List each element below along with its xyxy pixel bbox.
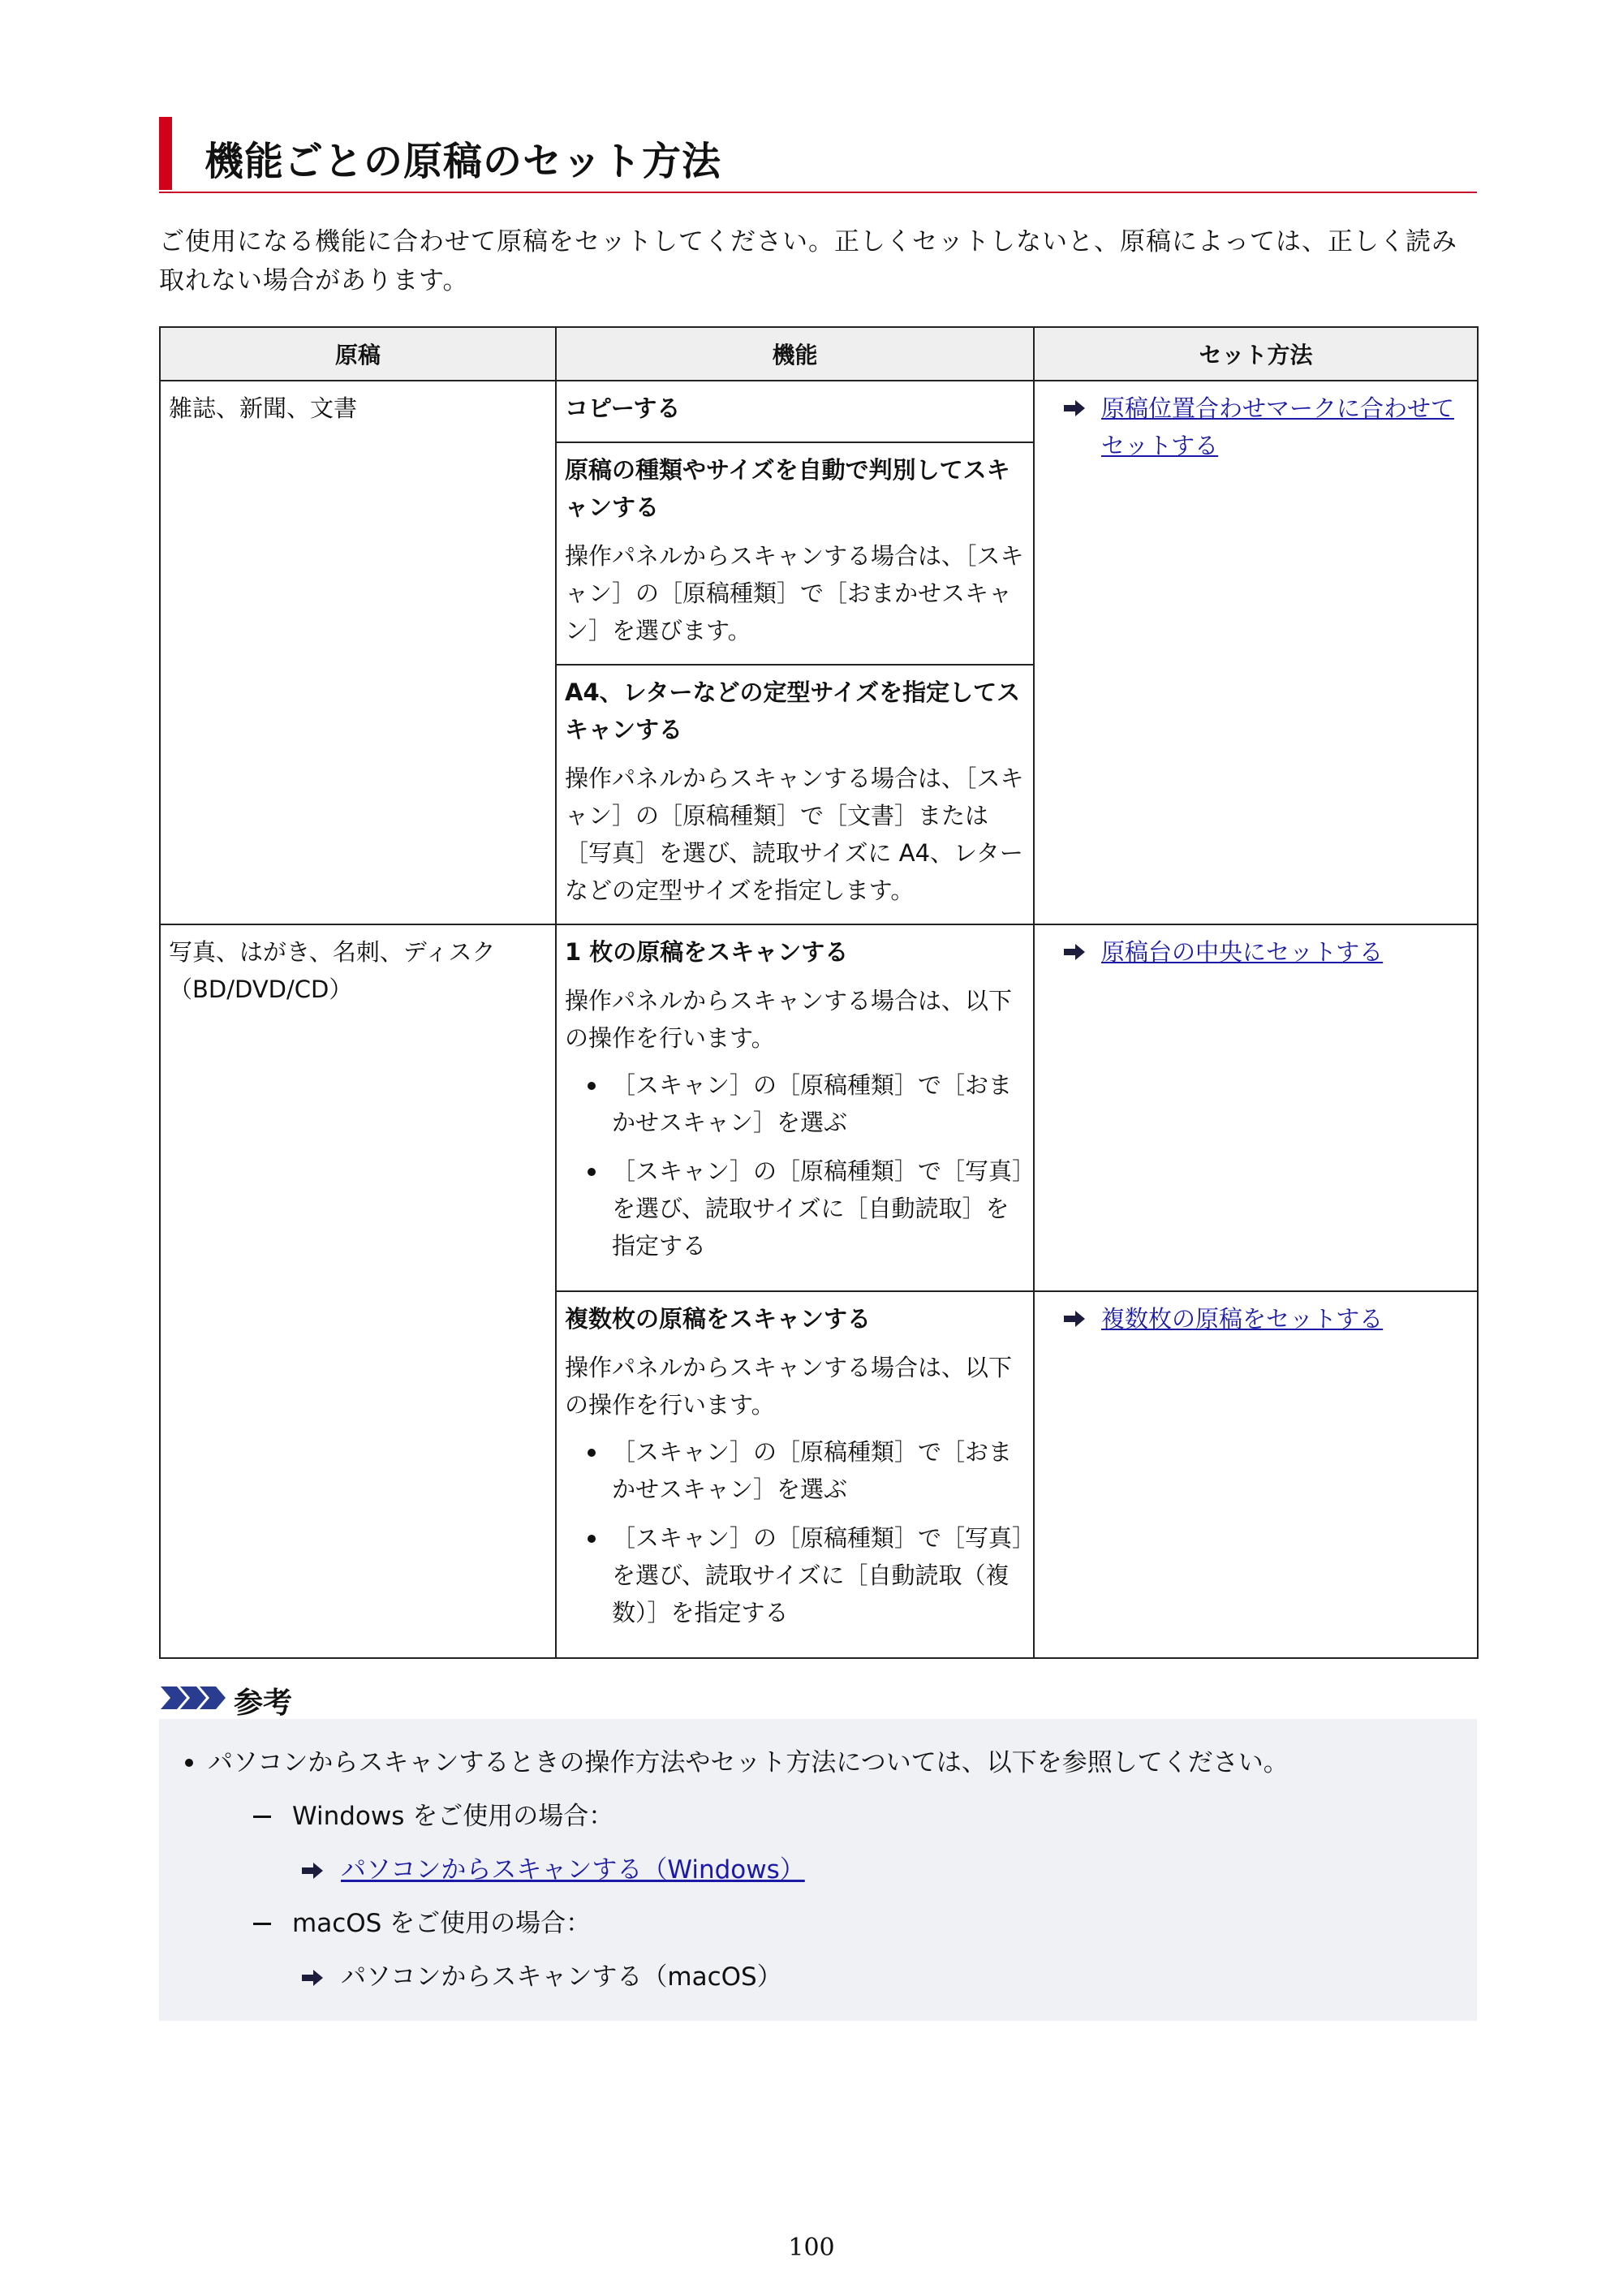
mac-text: パソコンからスキャンする（macOS） (341, 1962, 782, 1992)
note-box (159, 1719, 1477, 2021)
function-cell (556, 924, 1034, 1291)
list-item (565, 1433, 1025, 1508)
method-link-line (1061, 1300, 1469, 1338)
list-item-text: ［スキャン］の［原稿種類］で［おまかせスキャン］を選ぶ (612, 1071, 1013, 1136)
bullet-dot-icon (588, 1535, 596, 1543)
list-item-text: ［スキャン］の［原稿種類］で［写真］を選び、読取サイズに［自動読取（複数）］を指定する (612, 1524, 1024, 1626)
note-windows-link-line (179, 1850, 1457, 1889)
function-description: 操作パネルからスキャンする場合は、［スキャン］の［原稿種類］で［文書］または［写真］を選び、読取サイズに A4、レターなどの定型サイズを指定します。 (565, 765, 1024, 904)
function-description: 操作パネルからスキャンする場合は、［スキャン］の［原稿種類］で［おまかせスキャン］を選びます。 (565, 542, 1024, 644)
windows-label: Windows をご使用の場合： (292, 1802, 614, 1831)
right-arrow-icon (1062, 943, 1087, 961)
note-header (159, 1678, 1477, 1719)
function-cell (556, 665, 1034, 924)
list-item-text: ［スキャン］の［原稿種類］で［写真］を選び、読取サイズに［自動読取］を指定する (612, 1157, 1024, 1260)
note-label: 参考 (234, 1686, 293, 1720)
function-description: 操作パネルからスキャンする場合は、以下の操作を行います。 (565, 987, 1013, 1052)
header-method: セット方法 (1034, 327, 1478, 381)
bullet-dot-icon (588, 1082, 596, 1090)
function-cell (556, 442, 1034, 665)
original-cell: 写真、はがき、名刺、ディスク（BD/DVD/CD） (160, 924, 556, 1658)
bullet-dot-icon (588, 1449, 596, 1457)
header-function: 機能 (556, 327, 1034, 381)
bullet-list (565, 1433, 1025, 1631)
method-link[interactable]: 複数枚の原稿をセットする (1101, 1305, 1384, 1333)
list-item (565, 1519, 1025, 1631)
right-arrow-icon (1062, 1310, 1087, 1328)
method-cell (1034, 381, 1478, 924)
bullet-dot-icon (588, 1168, 596, 1176)
function-title: 複数枚の原稿をスキャンする (565, 1305, 872, 1333)
method-link-line (1061, 390, 1469, 464)
function-description: 操作パネルからスキャンする場合は、以下の操作を行います。 (565, 1354, 1013, 1419)
header-original: 原稿 (160, 327, 556, 381)
method-cell (1034, 924, 1478, 1291)
list-item (565, 1066, 1025, 1141)
method-link[interactable]: 原稿台の中央にセットする (1101, 938, 1384, 966)
mac-label: macOS をご使用の場合： (292, 1909, 592, 1938)
windows-link[interactable]: パソコンからスキャンする（Windows） (341, 1855, 805, 1885)
table-row (160, 924, 1478, 1291)
settings-table (159, 326, 1479, 1659)
function-cell (556, 1291, 1034, 1658)
function-title: 1 枚の原稿をスキャンする (565, 938, 849, 966)
table-header-row (160, 327, 1478, 381)
bullet-dot-icon (185, 1759, 193, 1767)
title-header (159, 114, 1477, 193)
page-number: 100 (788, 2234, 835, 2262)
dash-icon (253, 1923, 271, 1925)
note-mac-item (179, 1904, 1457, 1943)
function-title: 原稿の種類やサイズを自動で判別してスキャンする (565, 456, 1010, 521)
list-item-text: ［スキャン］の［原稿種類］で［おまかせスキャン］を選ぶ (612, 1438, 1013, 1503)
dash-icon (253, 1816, 271, 1818)
chevrons-icon (159, 1685, 227, 1711)
document-page (159, 114, 1477, 2021)
title-accent-bar (159, 117, 172, 190)
function-title: コピーする (565, 394, 681, 422)
original-cell: 雑誌、新聞、文書 (160, 381, 556, 924)
right-arrow-icon (300, 1862, 325, 1880)
method-cell (1034, 1291, 1478, 1658)
note-windows-item (179, 1797, 1457, 1836)
note-mac-line (179, 1958, 1457, 1997)
method-link-line (1061, 933, 1469, 971)
method-link[interactable]: 原稿位置合わせマークに合わせてセットする (1101, 394, 1455, 459)
note-bullet (179, 1743, 1457, 1782)
right-arrow-icon (300, 1969, 325, 1987)
right-arrow-icon (1062, 399, 1087, 417)
intro-paragraph: ご使用になる機能に合わせて原稿をセットしてください。正しくセットしないと、原稿によっては、正しく読み取れない場合があります。 (159, 227, 1457, 295)
function-cell (556, 381, 1034, 442)
function-title: A4、レターなどの定型サイズを指定してスキャンする (565, 678, 1021, 743)
list-item (565, 1152, 1025, 1264)
table-row (160, 381, 1478, 442)
note-bullet-text: パソコンからスキャンするときの操作方法やセット方法については、以下を参照してください。 (208, 1748, 1289, 1777)
page-title: 機能ごとの原稿のセット方法 (204, 139, 722, 184)
bullet-list (565, 1066, 1025, 1264)
